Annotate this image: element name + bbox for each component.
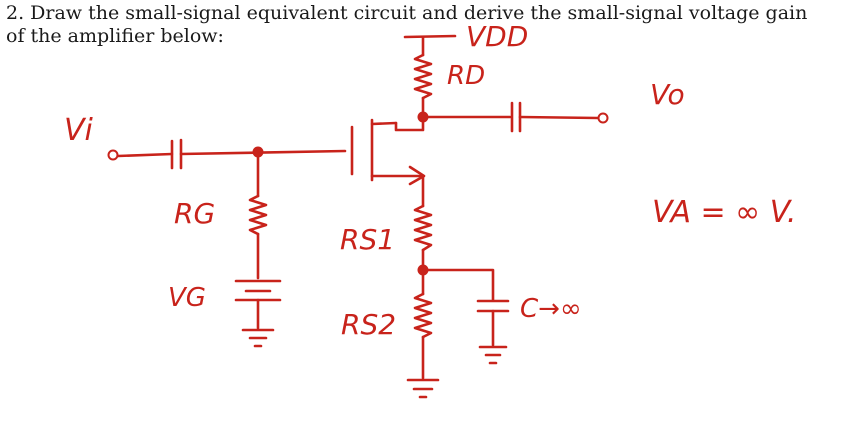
drain-node-dot <box>418 112 429 123</box>
problem-statement-line-2: of the amplifier below: <box>6 25 224 47</box>
source-node-dot <box>418 265 429 276</box>
output-wire <box>520 117 598 118</box>
rg-label: RG <box>174 197 216 230</box>
vdd-rail <box>405 36 455 37</box>
vi-label: Vi <box>64 113 93 148</box>
rd-resistor <box>415 55 431 98</box>
rg-resistor <box>250 196 266 234</box>
vg-label: VG <box>168 283 206 313</box>
problem-statement-line-1: 2. Draw the small-signal equivalent circuit and derive the small-signal voltage gain <box>6 2 808 24</box>
vg-ground <box>243 330 273 346</box>
early-voltage-label: VA = ∞ V. <box>652 195 797 230</box>
mosfet-drain-terminal <box>372 123 396 124</box>
output-terminal <box>599 114 608 123</box>
rs1-resistor <box>415 206 431 250</box>
capacitor-condition-label: C→∞ <box>520 294 582 324</box>
source-ground <box>408 380 438 397</box>
bypass-capacitor <box>478 301 508 311</box>
rd-label: RD <box>447 61 486 91</box>
bypass-ground <box>480 347 506 363</box>
input-terminal <box>109 151 118 160</box>
bypass-wire <box>423 270 493 300</box>
vg-battery <box>236 281 280 300</box>
input-capacitor <box>172 140 181 168</box>
vo-label: Vo <box>650 78 685 111</box>
rs1-label: RS1 <box>340 223 396 256</box>
input-wire <box>118 154 172 156</box>
vdd-label: VDD <box>466 20 529 53</box>
rs2-label: RS2 <box>341 308 397 341</box>
rs2-resistor <box>415 294 431 337</box>
gate-node-dot <box>253 147 264 158</box>
